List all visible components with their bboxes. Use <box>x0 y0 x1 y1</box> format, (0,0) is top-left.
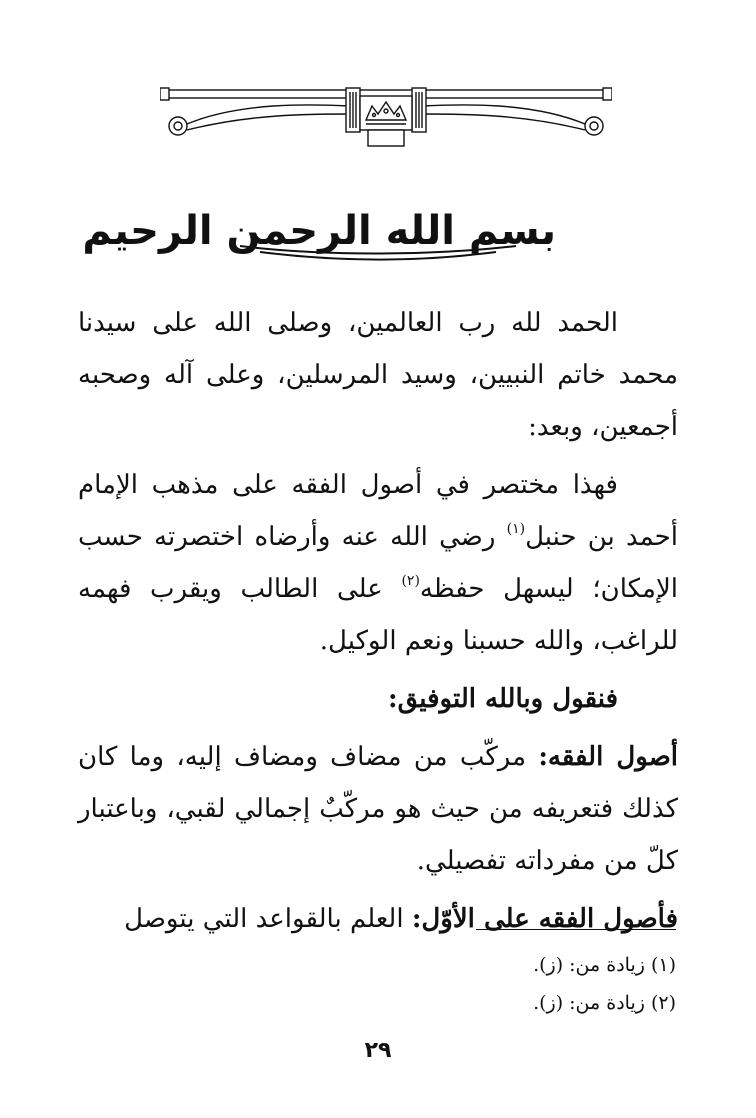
definition-text: مركّب من مضاف ومضاف إليه، وما كان كذلك فتعريفه من حيث هو مركّبٌ إجمالي لقبي، وباعتبار كلّ من مفرداته تفصيلي. <box>78 742 678 876</box>
paragraph-text: على الطالب ويقرب فهمه للراغب، والله حسبنا ونعم الوكيل. <box>78 574 678 656</box>
paragraph-definition <box>78 731 678 887</box>
basmala-calligraphy <box>82 196 556 268</box>
page-number: ٢٩ <box>364 1038 392 1063</box>
footnote-1: (١) زيادة من: (ز). <box>533 954 676 976</box>
paragraph-first-definition <box>78 893 678 945</box>
definition-text: العلم بالقواعد التي يتوصل <box>124 904 412 934</box>
basmala-text: بسم الله الرحمن الرحيم <box>82 208 556 254</box>
paragraph-opening: الحمد لله رب العالمين، وصلى الله على سيدنا محمد خاتم النبيين، وسيد المرسلين، وعلى آله وصحبه أجمعين، وبعد: <box>78 308 678 442</box>
paragraph-text: رضي الله عنه وأرضاه اختصرته حسب الإمكان؛ ليسهل حفظه <box>78 522 678 604</box>
main-text <box>78 297 678 945</box>
definition-term: فأصول الفقه على الأوّل: <box>411 904 678 934</box>
footnote-divider <box>476 929 676 930</box>
definition-term: أصول الفقه: <box>538 742 678 772</box>
footnote-ref-2: (٢) <box>401 573 420 589</box>
footnotes <box>200 946 676 1022</box>
paragraph-text: فهذا مختصر في أصول الفقه على مذهب الإمام أحمد بن حنبل <box>78 470 678 552</box>
paragraph-introduction <box>78 459 678 667</box>
footnote-2: (٢) زيادة من: (ز). <box>533 992 676 1014</box>
section-heading: فنقول وبالله التوفيق: <box>387 684 618 714</box>
header-ornament <box>160 84 612 150</box>
footnote-ref-1: (١) <box>506 521 526 537</box>
